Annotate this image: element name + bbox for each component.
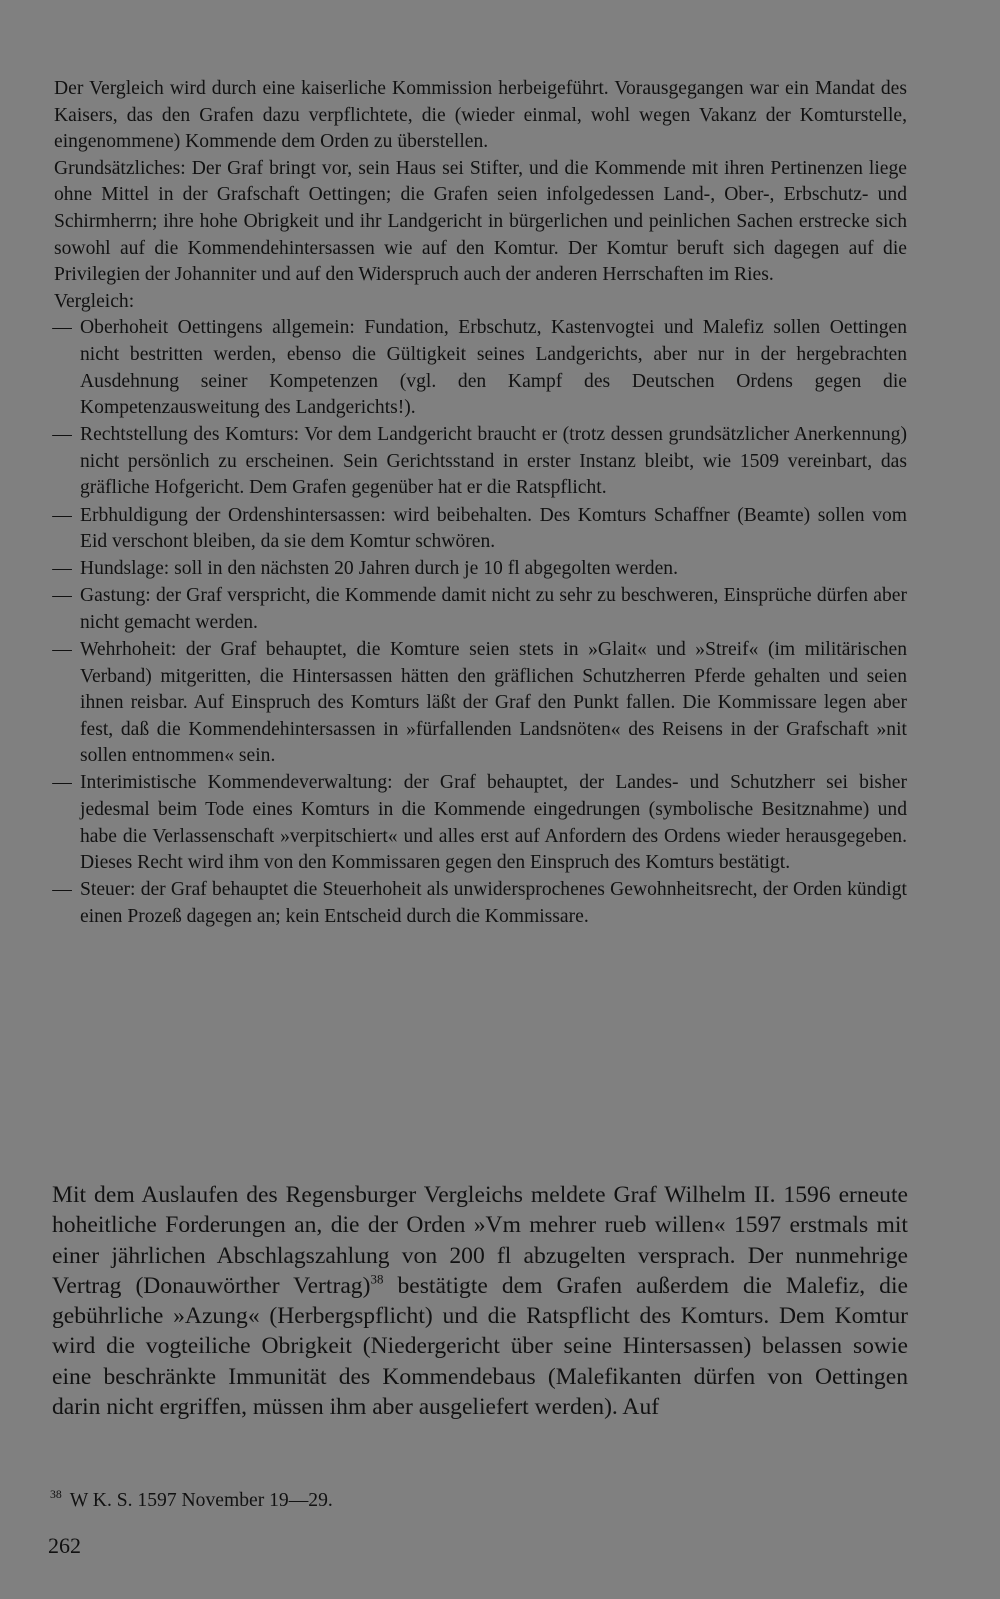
list-item-text: Erbhuldigung der Ordenshintersassen: wird beibehalten. Des Komturs Schaffner (Beamte) sollen vom Eid verschont bleiben, da sie dem Komtur schwören.: [80, 504, 907, 553]
list-item: [54, 770, 907, 876]
list-item-text: Oberhoheit Oettingens allgemein: Fundation, Erbschutz, Kastenvogtei und Malefiz sollen Oettingen nicht bestritten werden, ebenso die Gültigkeit seines Landgerichts, aber nur in der hergebrachten Ausdehnung seiner Kompetenzen (vgl. den Kampf des Deutschen Ordens gegen die Kompetenzausweitung des Landgerichts!).: [80, 317, 907, 419]
footnote-text: W K. S. 1597 November 19—29.: [69, 1490, 333, 1512]
list-item-text: Steuer: der Graf behauptet die Steuerhoheit als unwidersprochenes Gewohnheitsrecht, der Orden kündigt einen Prozeß dagegen an; kein Entscheid durch die Kommissare.: [80, 879, 907, 927]
list-item-text: Wehrhoheit: der Graf behauptet, die Komture seien stets in »Glait« und »Streif« (im militärischen Verband) mitgeritten, die Hintersassen hätten den gräflichen Schutzherren Pferde gehalten und seien ihnen reisbar. Auf Einspruch des Komturs läßt der Graf den Punkt fallen. Die Kommissare legen aber fest, daß die Kommendehintersassen in »fürfallenden Landsnöten« des Reisens in der Grafschaft »nit sollen entnommen« sein.: [80, 638, 907, 767]
list-item-text: Hundslage: soll in den nächsten 20 Jahren durch je 10 fl abgegolten werden.: [80, 558, 678, 580]
main-text-part-2: bestätigte dem Grafen außerdem die Malefiz, die gebührliche »Azung« (Herbergspflicht) und die Ratspflicht des Komturs. Dem Komtur wird die vogteiliche Obrigkeit (Niedergericht über seine Hintersassen) belassen sowie eine beschränkte Immunität des Kommendebaus (Malefikanten dürfen von Oettingen darin nicht ergriffen, müssen ihm aber ausgeliefert werden). Auf: [52, 1272, 908, 1421]
list-item: [54, 877, 907, 930]
page-number: 262: [48, 1533, 81, 1558]
main-text-block: [52, 1180, 908, 1422]
main-paragraph: [52, 1180, 908, 1422]
footnote: [50, 1482, 910, 1514]
dash-marker: —: [52, 585, 72, 607]
intro-paragraph: Der Vergleich wird durch eine kaiserliche Kommission herbeigeführt. Vorausgegangen war ein Mandat des Kaisers, das den Grafen dazu verpflichtete, die (wieder einmal, wohl wegen Vakanz der Komturstelle, eingenommene) Kommende dem Orden zu überstellen.: [54, 78, 907, 153]
dash-marker: —: [52, 772, 72, 794]
dash-marker: —: [52, 504, 72, 526]
principles-paragraph: Grundsätzliches: Der Graf bringt vor, sein Haus sei Stifter, und die Kommende mit ihren Pertinenzen liege ohne Mittel in der Grafschaft Oettingen; die Grafen seien infolgedessen Land-, Ober-, Erbschutz- und Schirmherrn; ihre hohe Obrigkeit und ihr Landgericht in bürgerlichen und peinlichen Sachen erstrecke sich sowohl auf die Kommendehintersassen wie auf den Komtur. Der Komtur beruft sich dagegen auf die Privilegien der Johanniter und auf den Widerspruch auch der anderen Herrschaften im Ries.: [54, 157, 907, 286]
list-item-text: Gastung: der Graf verspricht, die Kommende damit nicht zu sehr zu beschweren, Einsprüche dürfen aber nicht gemacht werden.: [80, 585, 907, 633]
dash-marker: —: [52, 317, 72, 339]
footnote-mark: 38: [50, 1488, 62, 1501]
list-item-text: Interimistische Kommendeverwaltung: der Graf behauptet, der Landes- und Schutzherr sei bisher jedesmal beim Tode eines Komturs in die Kommende eingedrungen (symbolische Besitznahme) und habe die Verlassenschaft »verpitschiert« und alles erst auf Anfordern des Ordens wieder herausgegeben. Dieses Recht wird ihm von den Kommissaren gegen den Einspruch des Komturs bestätigt.: [80, 772, 907, 874]
settlement-list: [54, 315, 907, 930]
dash-marker: —: [52, 638, 72, 660]
list-item: [54, 422, 907, 502]
list-item: [54, 637, 907, 770]
dash-marker: —: [52, 879, 72, 901]
vergleich-label: Vergleich:: [54, 290, 135, 312]
list-item: [54, 583, 907, 636]
dash-marker: —: [52, 558, 72, 580]
summary-block: [54, 76, 907, 931]
list-item: [54, 556, 907, 583]
main-text-part-1: Mit dem Auslaufen des Regensburger Vergleichs meldete Graf Wilhelm II. 1596 erneute hoheitliche Forderungen an, die der Orden »Vm mehrer rueb willen« 1597 erstmals mit einer jährlichen Abschlagszahlung von 200 fl abzugelten versprach. Der nunmehrige Vertrag (Donauwörther Vertrag): [52, 1182, 908, 1299]
list-item: [54, 315, 907, 421]
dash-marker: —: [52, 424, 72, 446]
list-item-text: Rechtstellung des Komturs: Vor dem Landgericht braucht er (trotz dessen grundsätzlicher Anerkennung) nicht persönlich zu erscheinen. Sein Gerichtsstand in erster Instanz bleibt, wie 1509 vereinbart, das gräfliche Hofgericht. Dem Grafen gegenüber hat er die Ratspflicht.: [80, 424, 907, 499]
list-item: [54, 503, 907, 556]
footnote-reference: 38: [370, 1271, 384, 1287]
